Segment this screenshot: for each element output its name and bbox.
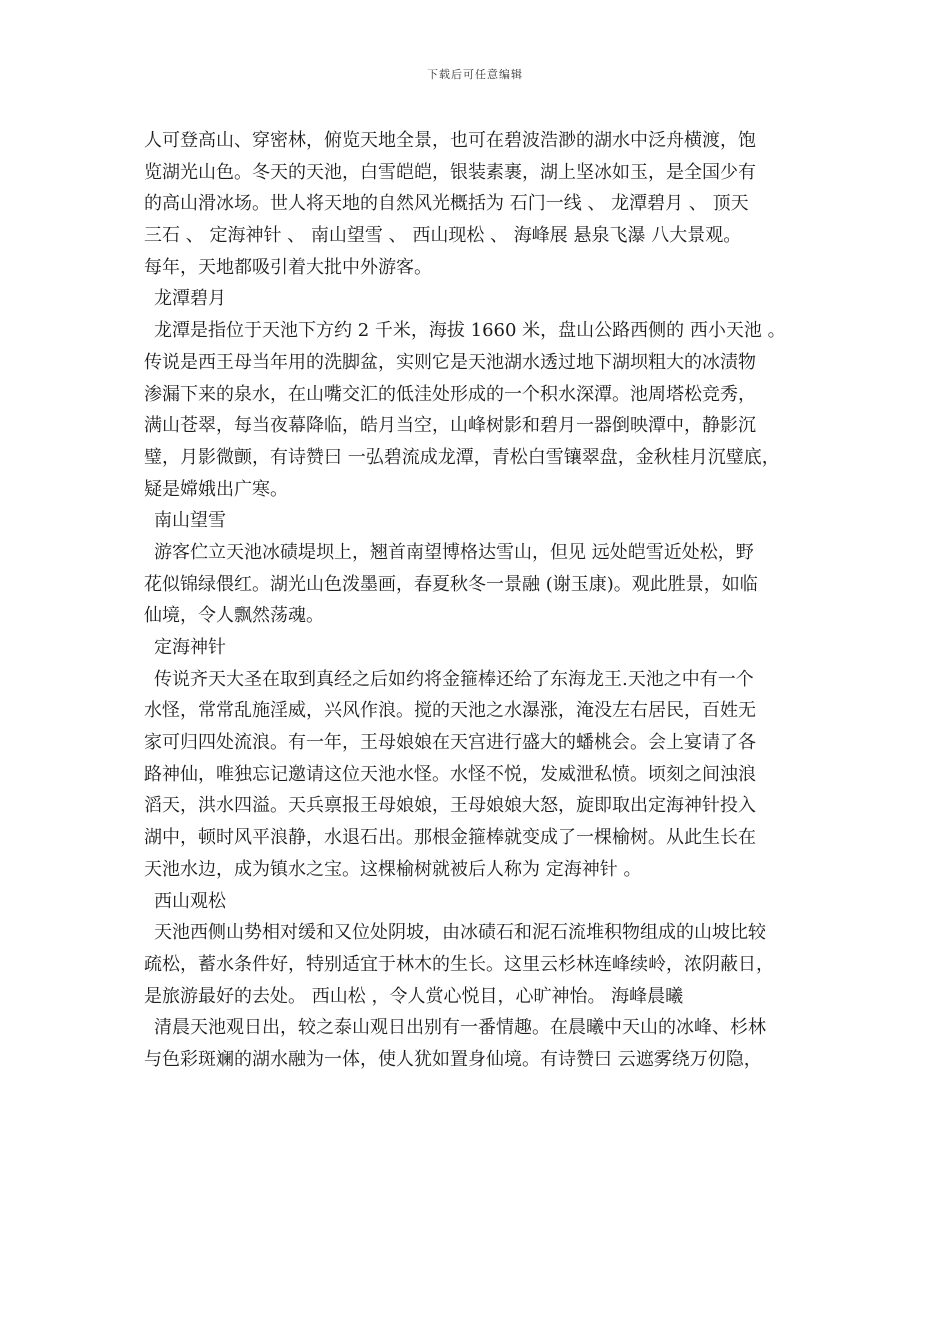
section-heading-nanshan: 南山望雪 bbox=[154, 510, 226, 532]
document-body bbox=[144, 125, 824, 1076]
paragraph-line: 满山苍翠，每当夜幕降临，皓月当空，山峰树影和碧月一器倒映潭中，静影沉 bbox=[144, 415, 756, 437]
paragraph-line: 滔天，洪水四溢。天兵禀报王母娘娘，王母娘娘大怒，旋即取出定海神针投入 bbox=[144, 795, 756, 817]
paragraph-line: 疏松，蓄水条件好，特别适宜于林木的生长。这里云杉林连峰续岭，浓阴蔽日， bbox=[144, 953, 774, 975]
paragraph-line: 仙境，令人飘然荡魂。 bbox=[144, 605, 324, 627]
paragraph-line: 水怪，常常乱施淫威，兴风作浪。搅的天池之水瀑涨，淹没左右居民，百姓无 bbox=[144, 700, 756, 722]
paragraph-line: 览湖光山色。冬天的天池，白雪皑皑，银装素裹，湖上坚冰如玉，是全国少有 bbox=[144, 161, 756, 183]
paragraph-line: 与色彩斑斓的湖水融为一体，使人犹如置身仙境。有诗赞曰 云遮雾绕万仞隐， bbox=[144, 1048, 762, 1070]
paragraph-line: 家可归四处流浪。有一年，王母娘娘在天宫进行盛大的蟠桃会。会上宴请了各 bbox=[144, 732, 756, 754]
paragraph-line: 的高山滑冰场。世人将天地的自然风光概括为 石门一线 、 龙潭碧月 、 顶天 bbox=[144, 193, 749, 215]
paragraph-line: 人可登高山、穿密林，俯览天地全景，也可在碧波浩渺的湖水中泛舟横渡，饱 bbox=[144, 130, 756, 151]
paragraph-line: 天池西侧山势相对缓和又位处阴坡，由冰碛石和泥石流堆积物组成的山坡比较 bbox=[154, 922, 766, 944]
paragraph-line: 是旅游最好的去处。 西山松 ，令人赏心悦目，心旷神怡。 海峰晨曦 bbox=[144, 985, 684, 1007]
paragraph-line: 传说齐天大圣在取到真经之后如约将金箍棒还给了东海龙王.天池之中有一个 bbox=[154, 668, 754, 690]
paragraph-line: 花似锦绿偎红。湖光山色泼墨画，春夏秋冬一景融 (谢玉康)。观此胜景，如临 bbox=[144, 573, 758, 595]
paragraph-line: 璧，月影微颤，有诗赞曰 一弘碧流成龙潭，青松白雪镶翠盘，金秋桂月沉璧底， bbox=[144, 446, 780, 468]
paragraph-line: 游客伫立天池冰碛堤坝上，翘首南望博格达雪山，但见 远处皑雪近处松，野 bbox=[154, 541, 754, 563]
paragraph-line: 路神仙，唯独忘记邀请这位天池水怪。水怪不悦，发威泄私愤。顷刻之间浊浪 bbox=[144, 763, 756, 785]
page-header: 下载后可任意编辑 bbox=[427, 68, 523, 81]
paragraph-line: 清晨天池观日出，较之泰山观日出别有一番情趣。在晨曦中天山的冰峰、杉林 bbox=[154, 1017, 766, 1039]
paragraph-line: 三石 、 定海神针 、 南山望雪 、 西山现松 、 海峰展 悬泉飞瀑 八大景观。 bbox=[144, 225, 742, 247]
section-heading-dinghai: 定海神针 bbox=[154, 637, 226, 658]
paragraph-line: 龙潭是指位于天池下方约 2 千米，海拔 1660 米，盘山公路西侧的 西小天池 。 bbox=[154, 320, 786, 342]
section-heading-longtan: 龙潭碧月 bbox=[154, 288, 226, 310]
paragraph-line: 渗漏下来的泉水，在山嘴交汇的低洼处形成的一个积水深潭。池周塔松竞秀， bbox=[144, 383, 756, 405]
paragraph-line: 疑是嫦娥出广寒。 bbox=[144, 478, 288, 500]
paragraph-line: 每年，天地都吸引着大批中外游客。 bbox=[144, 256, 432, 278]
paragraph-line: 天池水边，成为镇水之宝。这棵榆树就被后人称为 定海神针 。 bbox=[144, 858, 642, 880]
section-heading-xishan: 西山观松 bbox=[154, 890, 226, 912]
paragraph-line: 传说是西王母当年用的洗脚盆，实则它是天池湖水透过地下湖坝粗大的冰渍物 bbox=[144, 351, 756, 373]
paragraph-line: 湖中，顿时风平浪静，水退石出。那根金箍棒就变成了一棵榆树。从此生长在 bbox=[144, 827, 756, 849]
